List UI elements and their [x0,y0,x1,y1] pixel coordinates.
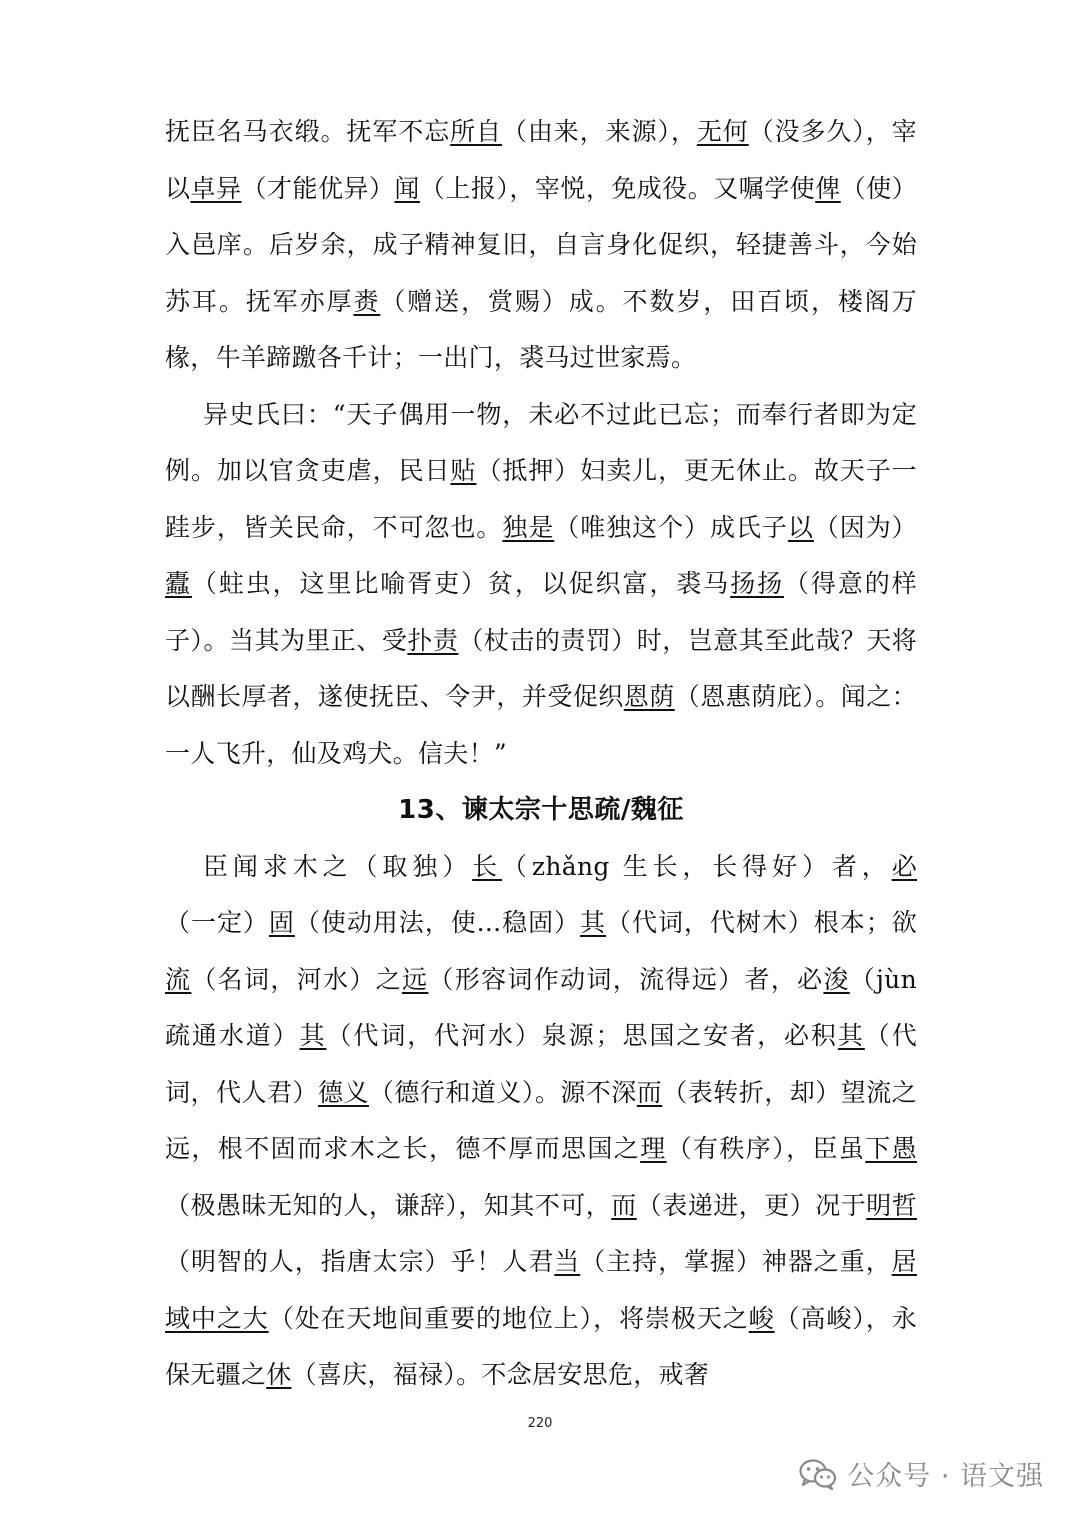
paragraph [165,839,917,1404]
annotated-term: 下愚 [865,1134,917,1163]
annotated-term: 其 [299,1021,327,1050]
annotated-term: 浚 [823,964,850,994]
body-text [165,104,917,1404]
text-run: （赠送，赏赐）成。不数岁，田百顷，楼阁万椽，牛羊蹄躈各千计；一出门，裘马过世家焉。 [165,286,917,372]
text-run: （喜庆，福禄）。不念居安思危，戒奢 [291,1360,710,1389]
paragraph [165,104,917,387]
text-run: （明智的人，指唐太宗）乎！人君 [165,1247,555,1276]
annotated-term: 远 [402,964,429,994]
annotated-term: 峻 [748,1303,775,1333]
text-run: 臣闻求木之（取独） [203,851,473,881]
text-run: （有秩序），臣虽 [666,1134,866,1163]
annotated-term: 其 [580,908,606,937]
text-run: （使动用法，使...稳固） [294,908,581,937]
annotated-term: 固 [268,908,295,937]
text-run: （由来，来源）， [501,117,697,146]
text-run: （德行和道义）。源不深 [368,1077,637,1107]
text-run: （表递进，更）况于 [636,1190,867,1220]
text-run: （形容词作动词，流得远）者，必 [428,964,824,994]
text-run: （因为） [813,512,917,542]
text-run: （极愚昧无知的人，谦辞），知其不可， [165,1190,612,1220]
annotated-term: 独是 [502,512,555,542]
text-run: （名词，河水）之 [191,964,403,994]
annotated-term: 居域中之大 [165,1247,917,1333]
annotated-term: 德义 [317,1077,369,1107]
annotated-term: 而 [636,1077,663,1107]
annotated-term: 蠹 [165,569,192,598]
text-run: （才能优异） [241,173,395,203]
text-run: 异史氏曰：“天子偶用一物，未必不过此已忘；而奉行者即为定例。加以官贪吏虐，民日 [165,399,917,485]
watermark-text: 公众号 · 语文强 [847,1461,1044,1492]
watermark [799,1454,1044,1493]
text-run: （一定） [165,908,269,937]
text-run: （使）入邑庠。后岁余，成子精神复旧，自言身化促织，轻捷善斗，今始苏耳。抚军亦厚 [165,173,917,316]
section-title: 13、谏太宗十思疏/魏征 [398,795,684,825]
annotated-term: 流 [165,964,192,994]
annotated-term: 必 [891,851,917,881]
annotated-term: 长 [472,851,503,881]
text-run: （主持，掌握）神器之重， [580,1247,892,1276]
text-run: （恩惠荫庇）。闻之：一人飞升，仙及鸡犬。信夫！” [165,682,917,768]
annotated-term: 其 [837,1021,865,1050]
text-run: （jùn 疏通水道） [165,964,917,1050]
text-run: （没多久），宰以 [165,117,917,203]
annotated-term: 当 [554,1247,581,1276]
text-run: （杖击的责罚）时，岂意其至此哉？天将以酬长厚者，遂使抚臣、令尹，并受促织 [165,625,917,711]
annotated-term: 俾 [815,173,841,203]
text-run: （高峻），永保无疆之 [165,1303,917,1389]
annotated-term: 明哲 [866,1190,917,1220]
annotated-term: 所自 [450,117,502,146]
text-run: （抵押）妇卖儿，更无休止。故天子一跬步，皆关民命，不可忽也。 [165,456,917,542]
text-run: （上报），宰悦，免成役。又嘱学使 [419,173,816,203]
text-run: 抚臣名马衣缎。抚军不忘 [165,117,451,146]
text-run: （zhǎng 生长，长得好）者， [502,851,892,881]
wechat-icon [799,1458,837,1490]
annotated-term: 卓异 [190,173,242,203]
annotated-term: 而 [611,1190,637,1220]
annotated-term: 贴 [450,456,477,485]
text-run: （表转折，却）望流之远，根不固而求木之长，德不厚而思国之 [165,1077,917,1163]
annotated-term: 无何 [696,117,749,146]
annotated-term: 恩荫 [623,682,675,711]
annotated-term: 休 [266,1360,292,1389]
annotated-term: 闻 [394,173,420,203]
paragraph-group-1 [165,104,917,782]
annotated-term: 扬扬 [730,569,785,598]
annotated-term: 赉 [353,286,381,316]
text-run: （得意的样子）。当其为里正、受 [165,569,917,655]
text-run: （处在天地间重要的地位上），将崇极天之 [268,1303,749,1333]
annotated-term: 以 [787,512,814,542]
paragraph [165,387,917,783]
annotated-term: 扑责 [407,625,459,655]
text-run: （唯独这个）成氏子 [554,512,788,542]
text-run: （代词，代河水）泉源；思国之安者，必积 [326,1021,838,1050]
page-number: 220 [527,1416,553,1431]
text-run: （代词，代人君） [165,1021,917,1107]
text-run: （蛀虫，这里比喻胥吏）贫，以促织富，裘马 [191,569,731,598]
text-run: （代词，代树木）根本；欲 [606,908,917,937]
paragraph-group-2 [165,839,917,1404]
annotated-term: 理 [640,1134,667,1163]
